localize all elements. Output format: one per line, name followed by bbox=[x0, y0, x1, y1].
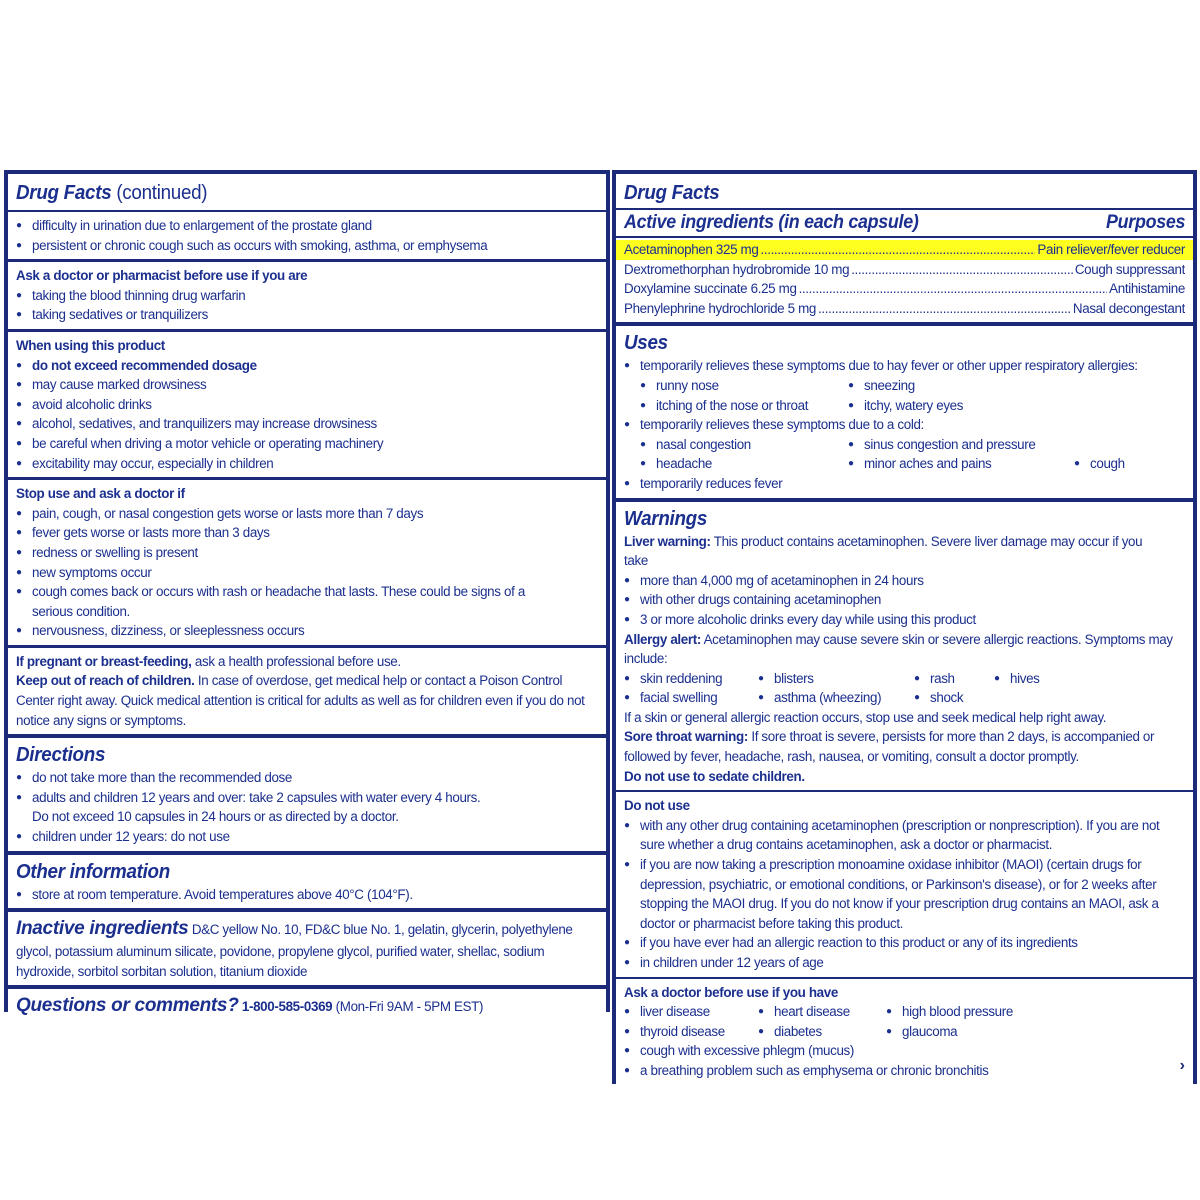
continue-arrow-icon: › bbox=[1179, 1056, 1185, 1074]
ask-pharmacist-list bbox=[16, 286, 598, 325]
list-item: ● pain, cough, or nasal congestion gets worse or lasts more than 7 days bbox=[16, 504, 598, 524]
ask-doctor-list bbox=[624, 1041, 1185, 1080]
intro-list bbox=[16, 216, 598, 255]
stop-use-heading: Stop use and ask a doctor if bbox=[16, 486, 185, 502]
when-using-list bbox=[16, 356, 598, 474]
drug-facts-title: Drug Facts (continued) bbox=[16, 182, 208, 204]
liver-warning-list bbox=[624, 571, 1185, 630]
symptom-item: ● cough bbox=[1074, 454, 1174, 474]
stop-use-list bbox=[16, 504, 598, 641]
do-not-use-list bbox=[624, 816, 1185, 973]
allergy-symptom-grid bbox=[624, 376, 1185, 415]
warnings-title: Warnings bbox=[624, 507, 708, 530]
list-item: ● taking sedatives or tranquilizers bbox=[16, 305, 598, 325]
list-item: ● more than 4,000 mg of acetaminophen in 24 hours bbox=[624, 571, 1185, 591]
directions-list-end bbox=[16, 827, 598, 847]
list-item: ● with other drugs containing acetaminophen bbox=[624, 590, 1185, 610]
condition-item: ● glaucoma bbox=[886, 1022, 1086, 1042]
allergy-alert-after: If a skin or general allergic reaction occurs, stop use and seek medical help right away. bbox=[624, 709, 1107, 725]
ask-pharmacist-heading: Ask a doctor or pharmacist before use if you are bbox=[16, 268, 308, 284]
ingredient-row-acetaminophen bbox=[616, 240, 1193, 260]
condition-item: ● liver disease bbox=[624, 1002, 758, 1022]
list-item: ● do not exceed recommended dosage bbox=[16, 356, 598, 376]
list-item: ● new symptoms occur bbox=[16, 563, 598, 583]
phone-hours: (Mon-Fri 9AM - 5PM EST) bbox=[335, 999, 484, 1015]
sedate-warning: Do not use to sedate children. bbox=[624, 768, 805, 784]
questions-section bbox=[8, 989, 606, 1025]
list-item: ● store at room temperature. Avoid temperatures above 40°C (104°F). bbox=[16, 885, 598, 905]
list-item: ● avoid alcoholic drinks bbox=[16, 395, 598, 415]
other-information-title: Other information bbox=[16, 860, 170, 883]
liver-warning: Liver warning: This product contains acetaminophen. Severe liver damage may occur if you take bbox=[624, 533, 1143, 569]
symptom-item: ● skin reddening bbox=[624, 669, 758, 689]
list-item: ● 3 or more alcoholic drinks every day while using this product bbox=[624, 610, 1185, 630]
list-item: ● cough with excessive phlegm (mucus) bbox=[624, 1041, 1185, 1061]
active-ingredients-heading: Active ingredients (in each capsule) bbox=[624, 212, 919, 233]
uses-list-2 bbox=[624, 415, 1185, 435]
condition-item: ● high blood pressure bbox=[886, 1002, 1086, 1022]
active-ingredients-header bbox=[616, 208, 1193, 238]
symptom-item: ● itchy, watery eyes bbox=[848, 396, 1148, 416]
other-information-section bbox=[8, 855, 606, 909]
keep-out-of-reach: Keep out of reach of children. In case of overdose, get medical help or contact a Poison Control Center right away. Quick medical attention is critical for adults as well as for children even if you do not notice any signs or symptoms. bbox=[16, 673, 585, 728]
do-not-use-heading: Do not use bbox=[624, 798, 690, 814]
list-item: ● difficulty in urination due to enlargement of the prostate gland bbox=[16, 216, 598, 236]
list-item: ● temporarily relieves these symptoms due to hay fever or other upper respiratory allergies: bbox=[624, 356, 1185, 376]
sore-throat-warning: Sore throat warning: If sore throat is severe, persists for more than 2 days, is accompanied or followed by fever, headache, rash, nausea, or vomiting, consult a doctor promptly. bbox=[624, 729, 1155, 765]
ingredient-name: Doxylamine succinate 6.25 mg bbox=[624, 281, 797, 297]
condition-item: ● thyroid disease bbox=[624, 1022, 758, 1042]
other-information-list bbox=[16, 885, 598, 905]
symptom-item: ● hives bbox=[994, 669, 1114, 689]
ask-doctor-grid bbox=[624, 1002, 1185, 1041]
symptom-item: ● rash bbox=[914, 669, 994, 689]
list-item: ● if you are now taking a prescription monoamine oxidase inhibitor (MAOI) (certain drugs for depression, psychiatric, or emotional conditions, or Parkinson's disease), or for 2 weeks after stopping the MAOI drug. If you do not know if your prescription drug contains an MAOI, ask a doctor or pharmacist before taking this product. bbox=[624, 855, 1185, 933]
list-item: ● do not take more than the recommended dose bbox=[16, 768, 598, 788]
inactive-ingredients-section bbox=[8, 912, 606, 985]
ingredient-purpose: Pain reliever/fever reducer bbox=[1037, 242, 1185, 257]
uses-list-1 bbox=[624, 356, 1185, 376]
list-item: ● nervousness, dizziness, or sleeplessness occurs bbox=[16, 621, 598, 641]
symptom-item: ● facial swelling bbox=[624, 688, 758, 708]
allergy-alert: Allergy alert: Acetaminophen may cause severe skin or severe allergic reactions. Symptoms may include: bbox=[624, 631, 1173, 667]
list-item: ● in children under 12 years of age bbox=[624, 953, 1185, 973]
list-item: ● be careful when driving a motor vehicle or operating machinery bbox=[16, 434, 598, 454]
drug-facts-panel bbox=[612, 170, 1197, 1084]
directions-list bbox=[16, 768, 598, 807]
list-item: ● taking the blood thinning drug warfarin bbox=[16, 286, 598, 306]
list-item: ● alcohol, sedatives, and tranquilizers may increase drowsiness bbox=[16, 414, 598, 434]
ingredient-purpose: Nasal decongestant bbox=[1072, 300, 1185, 316]
ingredient-name: Acetaminophen 325 mg bbox=[624, 242, 759, 257]
panel-title bbox=[16, 180, 598, 206]
symptom-item: ● shock bbox=[914, 688, 994, 708]
list-item: ● adults and children 12 years and over: take 2 capsules with water every 4 hours. bbox=[16, 788, 598, 808]
warnings-continued-section bbox=[8, 174, 606, 734]
ingredient-purpose: Antihistamine bbox=[1109, 281, 1185, 297]
uses-title: Uses bbox=[624, 332, 668, 355]
list-item: ● redness or swelling is present bbox=[16, 543, 598, 563]
ingredient-row-dextromethorphan bbox=[624, 260, 1185, 280]
ingredient-name: Dextromethorphan hydrobromide 10 mg bbox=[624, 261, 850, 277]
uses-list-3 bbox=[624, 474, 1185, 494]
list-item: ● if you have ever had an allergic reaction to this product or any of its ingredients bbox=[624, 933, 1185, 953]
active-ingredients-section bbox=[616, 174, 1193, 322]
warnings-section bbox=[616, 502, 1193, 1085]
drug-facts-title: Drug Facts bbox=[624, 182, 720, 204]
list-item: ● children under 12 years: do not use bbox=[16, 827, 598, 847]
symptom-item: ● blisters bbox=[758, 669, 914, 689]
condition-item: ● heart disease bbox=[758, 1002, 886, 1022]
purposes-heading: Purposes bbox=[1105, 212, 1185, 233]
condition-item: ● diabetes bbox=[758, 1022, 886, 1042]
symptom-item: ● minor aches and pains bbox=[848, 454, 1074, 474]
directions-title: Directions bbox=[16, 744, 106, 767]
symptom-item: ● runny nose bbox=[640, 376, 848, 396]
allergy-alert-grid bbox=[624, 669, 1185, 708]
list-item: ● may cause marked drowsiness bbox=[16, 375, 598, 395]
list-item: ● a breathing problem such as emphysema or chronic bronchitis bbox=[624, 1061, 1185, 1081]
inactive-ingredients-text: D&C yellow No. 10, FD&C blue No. 1, gelatin, glycerin, polyethylene glycol, potassium aluminum silicate, povidone, propylene glycol, purified water, shellac, sodium hydroxide, sorbitol sorbitan solution, titanium dioxide bbox=[16, 922, 573, 979]
symptom-item: ● itching of the nose or throat bbox=[640, 396, 848, 416]
inactive-ingredients-title: Inactive ingredients bbox=[16, 918, 189, 940]
ask-doctor-heading: Ask a doctor before use if you have bbox=[624, 984, 838, 1000]
ingredient-name: Phenylephrine hydrochloride 5 mg bbox=[624, 300, 817, 316]
phone-number: 1-800-585-0369 bbox=[241, 999, 333, 1015]
symptom-item: ● sneezing bbox=[848, 376, 1148, 396]
list-item: ● cough comes back or occurs with rash or headache that lasts. These could be signs of a serious condition. bbox=[16, 582, 598, 621]
cold-symptom-grid bbox=[624, 435, 1185, 474]
ingredient-row-phenylephrine bbox=[624, 299, 1185, 319]
list-item: ● temporarily relieves these symptoms due to a cold: bbox=[624, 415, 1185, 435]
when-using-heading: When using this product bbox=[16, 337, 165, 353]
list-item: ● persistent or chronic cough such as occurs with smoking, asthma, or emphysema bbox=[16, 236, 598, 256]
symptom-item: ● sinus congestion and pressure bbox=[848, 435, 1148, 455]
ingredient-purpose: Cough suppressant bbox=[1074, 261, 1185, 277]
symptom-item: ● asthma (wheezing) bbox=[758, 688, 914, 708]
list-item: ● with any other drug containing acetaminophen (prescription or nonprescription). If you are not sure whether a drug contains acetaminophen, ask a doctor or pharmacist. bbox=[624, 816, 1185, 855]
drug-facts-continued-panel bbox=[4, 170, 610, 1017]
list-item: ● excitability may occur, especially in children bbox=[16, 454, 598, 474]
list-item: ● fever gets worse or lasts more than 3 days bbox=[16, 523, 598, 543]
directions-continuation: Do not exceed 10 capsules in 24 hours or as directed by a doctor. bbox=[32, 809, 399, 825]
list-item: ● temporarily reduces fever bbox=[624, 474, 1185, 494]
ingredient-row-doxylamine bbox=[624, 279, 1185, 299]
symptom-item: ● headache bbox=[640, 454, 848, 474]
questions-title: Questions or comments? bbox=[16, 995, 239, 1017]
pregnant-warning: If pregnant or breast-feeding, ask a health professional before use. bbox=[16, 653, 401, 669]
directions-section bbox=[8, 738, 606, 850]
uses-section bbox=[616, 326, 1193, 497]
symptom-item: ● nasal congestion bbox=[640, 435, 848, 455]
